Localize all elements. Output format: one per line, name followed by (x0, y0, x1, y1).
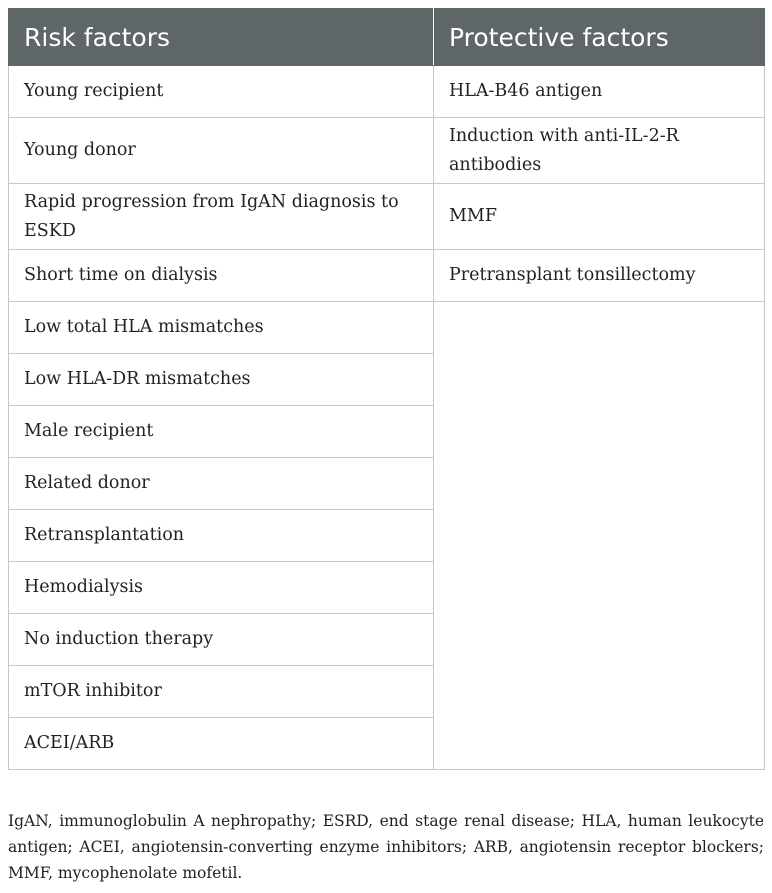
risk-factor-cell: ACEI/ARB (9, 718, 434, 770)
risk-factor-cell: Retransplantation (9, 510, 434, 562)
risk-factor-cell: Short time on dialysis (9, 250, 434, 302)
factors-table-container (8, 8, 764, 770)
table-row (9, 118, 765, 184)
risk-factor-cell: mTOR inhibitor (9, 666, 434, 718)
risk-factor-cell: Male recipient (9, 406, 434, 458)
protective-factor-cell: Pretransplant tonsillectomy (434, 250, 765, 302)
protective-factor-cell: MMF (434, 184, 765, 250)
table-header (9, 9, 765, 66)
protective-factor-cell: Induction with anti-IL-2-R antibodies (434, 118, 765, 184)
header-risk-factors: Risk factors (9, 9, 434, 66)
risk-factor-cell: No induction therapy (9, 614, 434, 666)
table-footnote: IgAN, immunoglobulin A nephropathy; ESRD, end stage renal disease; HLA, human leukocyte antigen; ACEI, angiotensin-converting enzyme inhibitors; ARB, angiotensin receptor blockers; MMF, mycophenolate mofetil. (8, 812, 764, 882)
protective-factor-cell: HLA-B46 antigen (434, 66, 765, 118)
header-protective-factors: Protective factors (434, 9, 765, 66)
risk-factor-cell: Young recipient (9, 66, 434, 118)
table-row (9, 66, 765, 118)
table-body (9, 66, 765, 770)
protective-factor-empty-cell (434, 302, 765, 770)
risk-factor-cell: Rapid progression from IgAN diagnosis to ESKD (9, 184, 434, 250)
risk-factor-cell: Young donor (9, 118, 434, 184)
risk-factor-cell: Low total HLA mismatches (9, 302, 434, 354)
table-row (9, 302, 765, 354)
table-row (9, 250, 765, 302)
risk-factor-cell: Low HLA-DR mismatches (9, 354, 434, 406)
risk-factor-cell: Related donor (9, 458, 434, 510)
table-row (9, 184, 765, 250)
risk-factor-cell: Hemodialysis (9, 562, 434, 614)
factors-table (8, 8, 765, 770)
header-row (9, 9, 765, 66)
